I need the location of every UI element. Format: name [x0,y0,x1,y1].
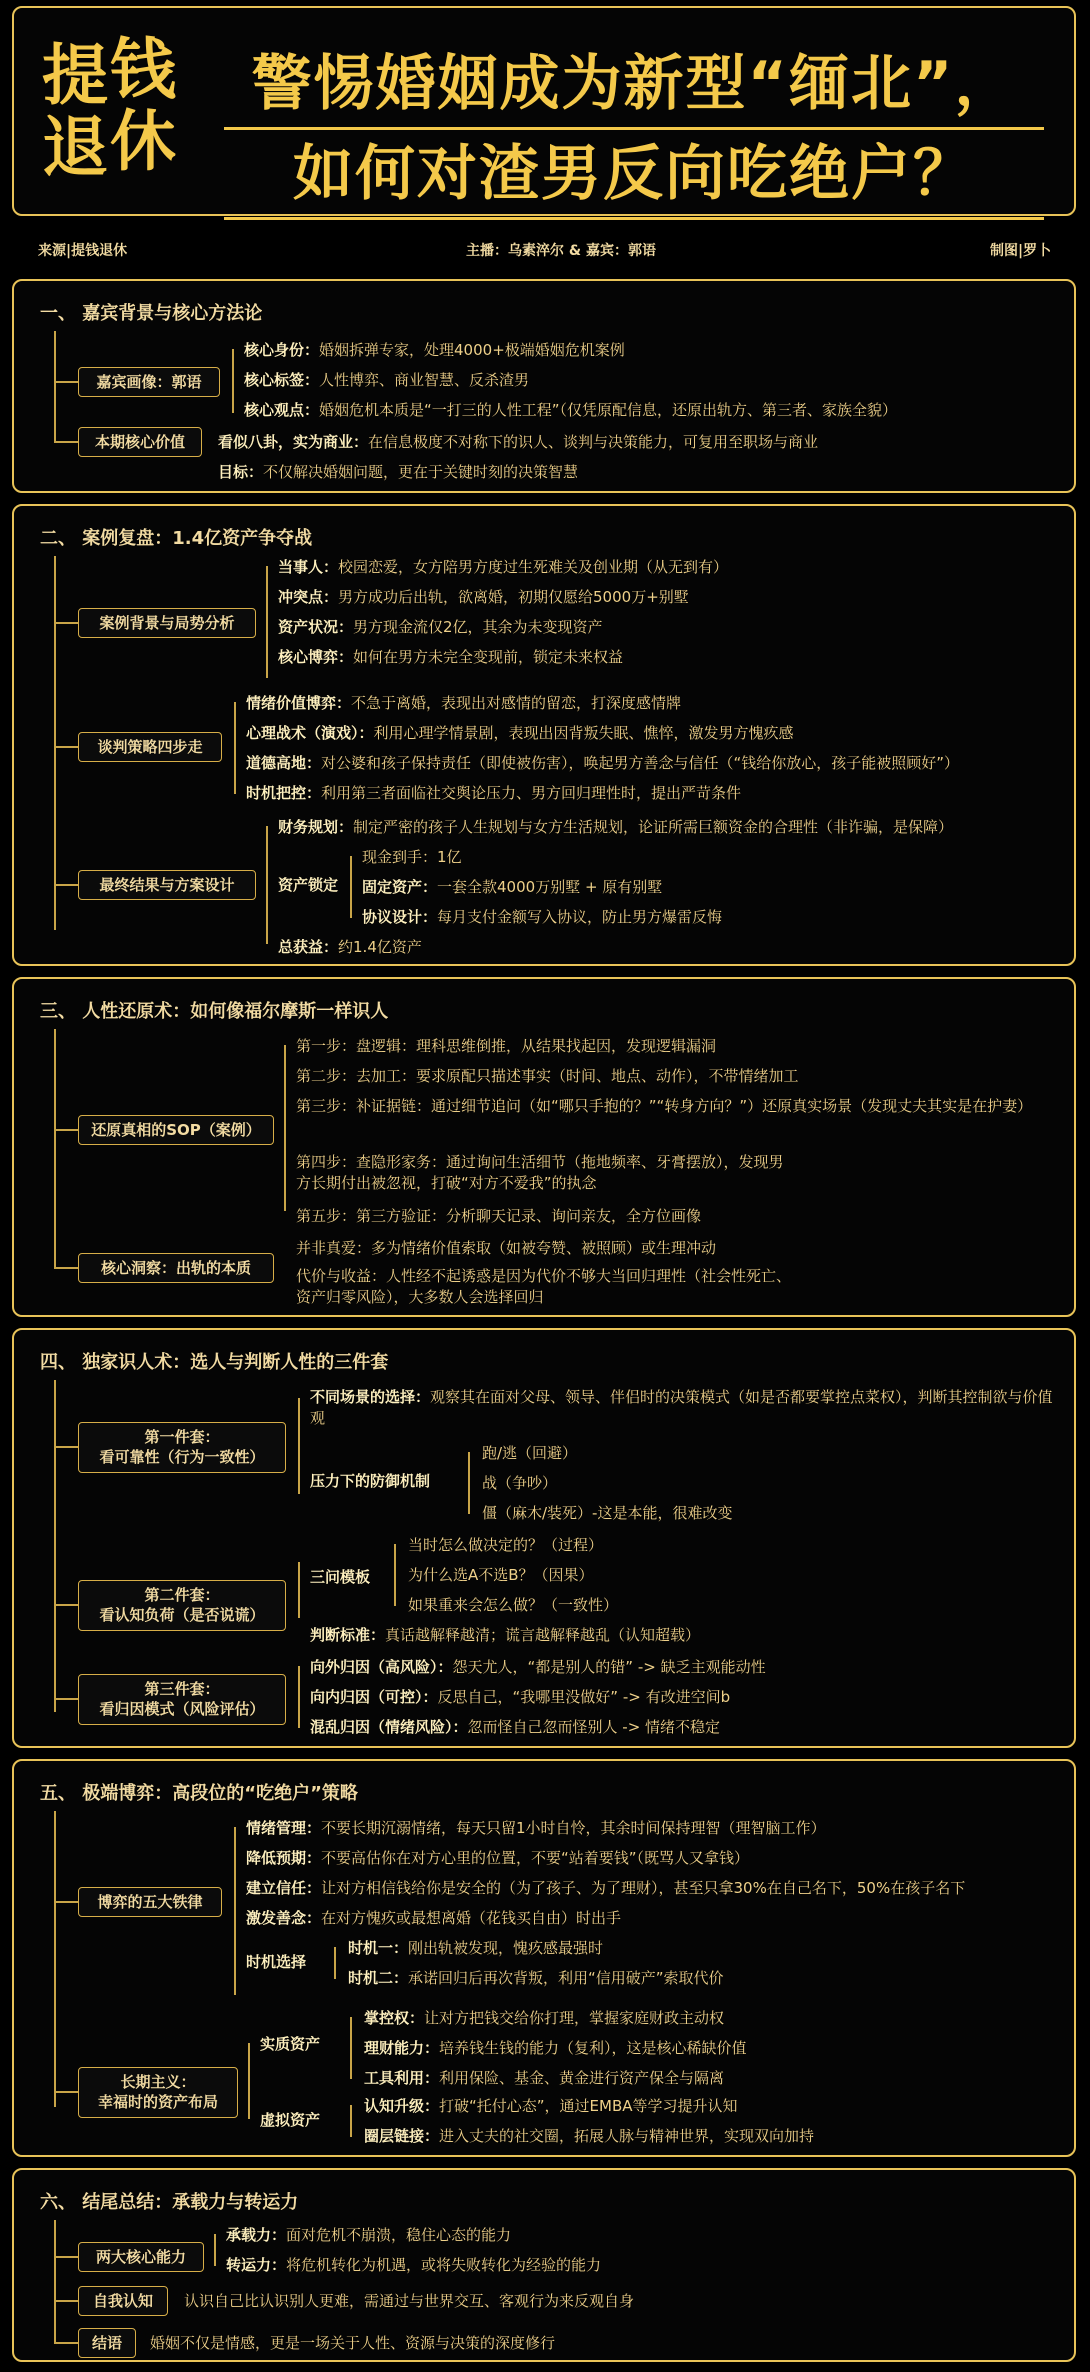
conclusion-box: 结语 [78,2328,136,2358]
list-item: 时机把控：利用第三者面临社交舆论压力、男方回归理性时，提出严苛条件 [246,784,742,802]
section-title: 一、 嘉宾背景与核心方法论 [40,303,263,324]
list-item: 资产锁定 [278,876,339,894]
list-item: 掌控权：让对方把钱交给你打理，掌握家庭财政主动权 [364,2009,725,2027]
list-item: 实质资产 [260,2035,321,2053]
list-item: 为什么选A不选B？（因果） [408,1566,594,1584]
list-item: 降低预期：不要高估你在对方心里的位置，不要“站着要钱”（既骂人又拿钱） [246,1849,750,1867]
list-item: 道德高地：对公婆和孩子保持责任（即使被伤害），唤起男方善念与信任（“钱给你放心，孩子能被照顾好”） [246,754,960,772]
header-panel [12,6,1076,216]
list-item: 当时怎么做决定的？（过程） [408,1536,604,1554]
section-3 [12,977,1076,1317]
list-item: 核心博弈：如何在男方未完全变现前，锁定未来权益 [278,648,624,666]
section-1 [12,279,1076,493]
list-item: 压力下的防御机制 [310,1472,431,1490]
negotiation-box: 谈判策略四步走 [78,732,222,762]
list-item: 不同场景的选择：观察其在面对父母、领导、伴侣时的决策模式（如是否都要掌控点菜权），判断其控制欲与价值观 [310,1388,1053,1427]
list-item: 向外归因（高风险）：怨天尤人，“都是别人的错” -> 缺乏主观能动性 [310,1658,766,1676]
list-item: 虚拟资产 [260,2111,321,2129]
list-item: 现金到手：1亿 [362,848,462,866]
list-item: 看似八卦，实为商业：在信息极度不对称下的识人、谈判与决策能力，可复用至职场与商业 [218,433,819,451]
list-item: 并非真爱：多为情绪价值索取（如被夸赞、被照顾）或生理冲动 [296,1239,717,1257]
list-item: 核心身份：婚姻拆弹专家，处理4000+极端婚姻危机案例 [244,341,625,359]
list-item: 总获益：约1.4亿资产 [278,938,422,956]
section-title: 四、 独家识人术：选人与判断人性的三件套 [40,1352,389,1373]
section-title: 六、 结尾总结：承载力与转运力 [40,2192,299,2213]
list-item: 时机二：承诺回归后再次背叛，利用“信用破产”索取代价 [348,1969,724,1987]
list-item: 第三步：补证据链：通过细节追问（如“哪只手抱的？”“转身方向？”）还原真实场景（发现丈夫其实是在护妻） [296,1097,1033,1115]
section-5 [12,1759,1076,2157]
third-kit-box: 第三件套： 看归因模式（风险评估） [78,1674,286,1725]
list-item: 情绪价值博弈：不急于离婚，表现出对感情的留恋，打深度感情牌 [246,694,682,712]
list-item: 转运力：将危机转化为机遇，或将失败转化为经验的能力 [226,2256,602,2274]
list-item: 冲突点：男方成功后出轨，欲离婚，初期仅愿给5000万+别墅 [278,588,689,606]
source-label: 来源|提钱退休 [38,243,128,259]
list-item: 混乱归因（情绪风险）：忽而怪自己忽而怪别人 -> 情绪不稳定 [310,1718,721,1736]
list-item: 情绪管理：不要长期沉溺情绪，每天只留1小时自怜，其余时间保持理智（理智脑工作） [246,1819,826,1837]
list-item: 时机选择 [246,1953,307,1971]
list-item: 第一步：盘逻辑：理科思维倒推，从结果找起因，发现逻辑漏洞 [296,1037,717,1055]
list-item: 第五步：第三方验证：分析聊天记录、询问亲友，全方位画像 [296,1207,702,1225]
list-item: 第四步：查隐形家务：通过询问生活细节（拖地频率、牙膏摆放），发现男方长期付出被忽视，打破“对方不爱我”的执念 [296,1153,784,1192]
list-item: 判断标准：真话越解释越清；谎言越解释越乱（认知超载） [310,1626,701,1644]
iron-rules-box: 博弈的五大铁律 [78,1887,222,1917]
list-item: 资产状况：男方现金流仅2亿，其余为未变现资产 [278,618,603,636]
long-term-box: 长期主义： 幸福时的资产布局 [78,2067,238,2118]
brand-logo: 提 钱 退 休 [42,30,176,186]
section-6 [12,2168,1076,2362]
list-item: 核心标签：人性博弈、商业智慧、反杀渣男 [244,371,530,389]
list-item: 财务规划：制定严密的孩子人生规划与女方生活规划，论证所需巨额资金的合理性（非诈骗，是保障） [278,818,954,836]
core-abilities-box: 两大核心能力 [78,2242,204,2272]
self-awareness-box: 自我认知 [78,2286,168,2316]
list-item: 目标：不仅解决婚姻问题，更在于关键时刻的决策智慧 [218,463,579,481]
list-item: 认知升级：打破“托付心态”，通过EMBA等学习提升认知 [364,2097,738,2115]
section-2 [12,504,1076,966]
sop-box: 还原真相的SOP（案例） [78,1115,274,1145]
list-item: 固定资产：一套全款4000万别墅 + 原有别墅 [362,878,663,896]
list-item: 僵（麻木/装死）-这是本能，很难改变 [482,1504,733,1522]
list-item: 工具利用：利用保险、基金、黄金进行资产保全与隔离 [364,2069,725,2087]
section-title: 三、 人性还原术：如何像福尔摩斯一样识人 [40,1001,389,1022]
list-item: 时机一：刚出轨被发现，愧疚感最强时 [348,1939,604,1957]
list-item: 圈层链接：进入丈夫的社交圈，拓展人脉与精神世界，实现双向加持 [364,2127,815,2145]
list-item: 认识自己比认识别人更难，需通过与世界交互、客观行为来反观自身 [184,2292,635,2310]
final-result-box: 最终结果与方案设计 [78,870,256,900]
host-label: 主播：乌素淬尔 & 嘉宾：郭语 [466,243,656,259]
list-item: 建立信任：让对方相信钱给你是安全的（为了孩子、为了理财），甚至只拿30%在自己名下，50%在孩子名下 [246,1879,966,1897]
list-item: 核心观点：婚姻危机本质是“一打三的人性工程”（仅凭原配信息，还原出轨方、第三者、家族全貌） [244,401,898,419]
section-title: 五、 极端博弈：高段位的“吃绝户”策略 [40,1783,358,1804]
list-item: 第二步：去加工：要求原配只描述事实（时间、地点、动作），不带情绪加工 [296,1067,799,1085]
page-title-line2: 如何对渣男反向吃绝户？ [204,126,1064,212]
first-kit-box: 第一件套： 看可靠性（行为一致性） [78,1422,286,1473]
page-title-line1: 警惕婚姻成为新型“缅北”， [204,36,1064,122]
guest-profile-box: 嘉宾画像：郭语 [78,367,220,397]
list-item: 向内归因（可控）：反思自己，“我哪里没做好” -> 有改进空间b [310,1688,731,1706]
list-item: 心理战术（演戏）：利用心理学情景剧，表现出因背叛失眠、憔悴，激发男方愧疚感 [246,724,794,742]
maker-label: 制图|罗卜 [990,243,1052,259]
list-item: 理财能力：培养钱生钱的能力（复利），这是核心稀缺价值 [364,2039,747,2057]
insight-box: 核心洞察：出轨的本质 [78,1253,274,1283]
list-item: 如果重来会怎么做？（一致性） [408,1596,619,1614]
list-item: 战（争吵） [482,1474,558,1492]
list-item: 三问模板 [310,1568,371,1586]
list-item: 婚姻不仅是情感，更是一场关于人性、资源与决策的深度修行 [150,2334,556,2352]
list-item: 承载力：面对危机不崩溃，稳住心态的能力 [226,2226,512,2244]
section-4 [12,1328,1076,1748]
case-background-box: 案例背景与局势分析 [78,608,256,638]
list-item: 代价与收益：人性经不起诱惑是因为代价不够大当回归理性（社会性死亡、资产归零风险），大多数人会选择回归 [296,1267,792,1306]
list-item: 协议设计：每月支付金额写入协议，防止男方爆雷反悔 [362,908,723,926]
section-title: 二、 案例复盘：1.4亿资产争夺战 [40,528,313,549]
list-item: 激发善念：在对方愧疚或最想离婚（花钱买自由）时出手 [246,1909,622,1927]
list-item: 当事人：校园恋爱，女方陪男方度过生死难关及创业期（从无到有） [278,558,729,576]
list-item: 跑/逃（回避） [482,1444,578,1462]
core-value-box: 本期核心价值 [78,427,202,457]
second-kit-box: 第二件套： 看认知负荷（是否说谎） [78,1580,286,1631]
